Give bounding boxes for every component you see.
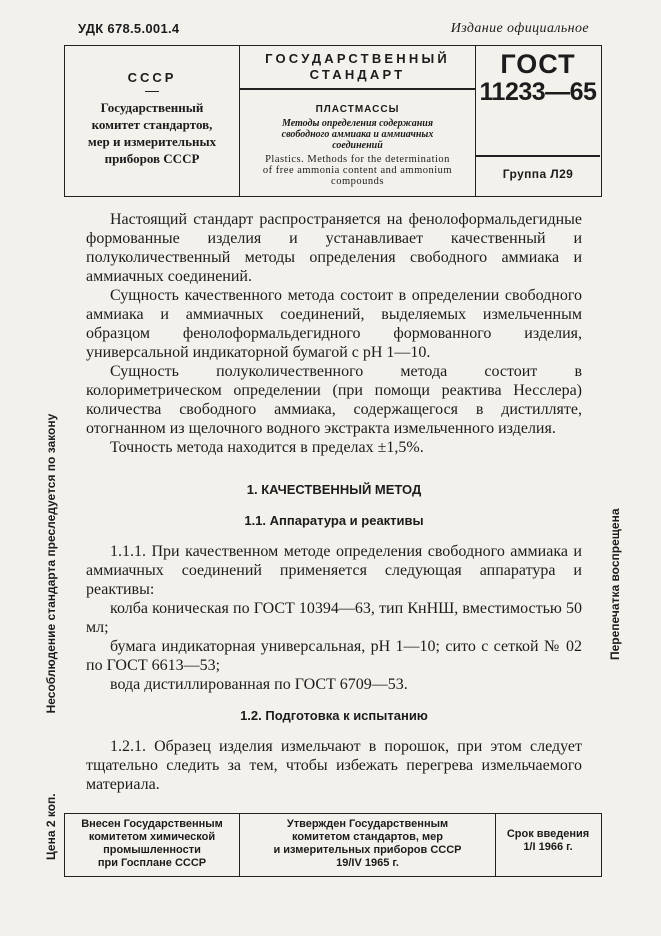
standard-subtitle: Методы определения содержания свободного аммиака и аммиачных соединений bbox=[281, 117, 434, 151]
divider bbox=[240, 88, 475, 90]
footer-table bbox=[64, 813, 602, 877]
document-body bbox=[86, 210, 582, 794]
standard-title: ПЛАСТМАССЫ bbox=[315, 103, 400, 115]
paragraph: Сущность качественного метода состоит в определении свободного аммиака и аммиачных соединений, выделяемых измельченным образцом фенолоформальдегидного формованного изделия, универсальной индикаторной бумагой с pH 1—10. bbox=[86, 287, 582, 361]
country-label: СССР bbox=[127, 70, 177, 85]
paragraph: 1.2.1. Образец изделия измельчают в порошок, при этом следует тщательно следить за тем, чтобы избежать перегрева измельчаемого материала. bbox=[86, 738, 582, 793]
gost-number: 11233—65 bbox=[479, 78, 597, 106]
reprint-notice: Перепечатка воспрещена bbox=[608, 508, 622, 660]
approved-by: Утвержден Государственным комитетом стандартов, мер и измерительных приборов СССР 19/IV 1965 г. bbox=[240, 814, 496, 876]
paragraph: Настоящий стандарт распространяется на фенолоформальдегидные формованные изделия и устанавливает качественный и полуколичественный методы определения свободного аммиака и аммиачных соединений. bbox=[86, 211, 582, 285]
paragraph: Точность метода находится в пределах ±1,5%. bbox=[110, 439, 424, 456]
header-table bbox=[64, 45, 602, 197]
paragraph: Сущность полуколичественного метода состоит в колориметрическом определении (при помощи реактива Несслера) количества свободного аммиака, содержащегося в дистилляте, отогнанном из щелочного водного экстракта измельченного изделия. bbox=[86, 363, 582, 437]
left-margin-text bbox=[44, 300, 58, 860]
paragraph: колба коническая по ГОСТ 10394—63, тип КнНШ, вместимостью 50 мл; bbox=[86, 600, 582, 636]
subsection-heading: 1.2. Подготовка к испытанию bbox=[240, 708, 428, 723]
gost-label: ГОСТ bbox=[500, 49, 576, 79]
header-left-cell bbox=[65, 46, 240, 196]
udk-code: УДК 678.5.001.4 bbox=[78, 21, 180, 36]
subsection-heading: 1.1. Аппаратура и реактивы bbox=[244, 513, 424, 528]
paragraph: 1.1.1. При качественном методе определения свободного аммиака и аммиачных соединений применяется следующая аппаратура и реактивы: bbox=[86, 543, 582, 598]
committee-name: Государственный комитет стандартов, мер и измерительных приборов СССР bbox=[87, 100, 217, 166]
edition-label: Издание официальное bbox=[450, 21, 589, 36]
group-code: Группа Л29 bbox=[502, 166, 574, 181]
header-middle-cell bbox=[240, 46, 476, 196]
section-heading: 1. КАЧЕСТВЕННЫЙ МЕТОД bbox=[246, 482, 422, 497]
effective-date: Срок введения 1/I 1966 г. bbox=[506, 828, 590, 853]
divider bbox=[476, 155, 600, 157]
english-title: Plastics. Methods for the determination of free ammonia content and ammonium compounds bbox=[262, 153, 453, 187]
standard-type: ГОСУДАРСТВЕННЫЙ СТАНДАРТ bbox=[265, 51, 450, 82]
introduced-by: Внесен Государственным комитетом химической промышленности при Госплане СССР bbox=[65, 814, 240, 876]
divider bbox=[145, 91, 159, 92]
paragraph: вода дистиллированная по ГОСТ 6709—53. bbox=[110, 676, 408, 693]
law-notice: Несоблюдение стандарта преследуется по закону bbox=[44, 413, 58, 714]
header-right-cell bbox=[476, 46, 600, 196]
price-label: Цена 2 коп. bbox=[44, 793, 58, 860]
paragraph: бумага индикаторная универсальная, pH 1—10; сито с сеткой № 02 по ГОСТ 6613—53; bbox=[86, 638, 582, 674]
